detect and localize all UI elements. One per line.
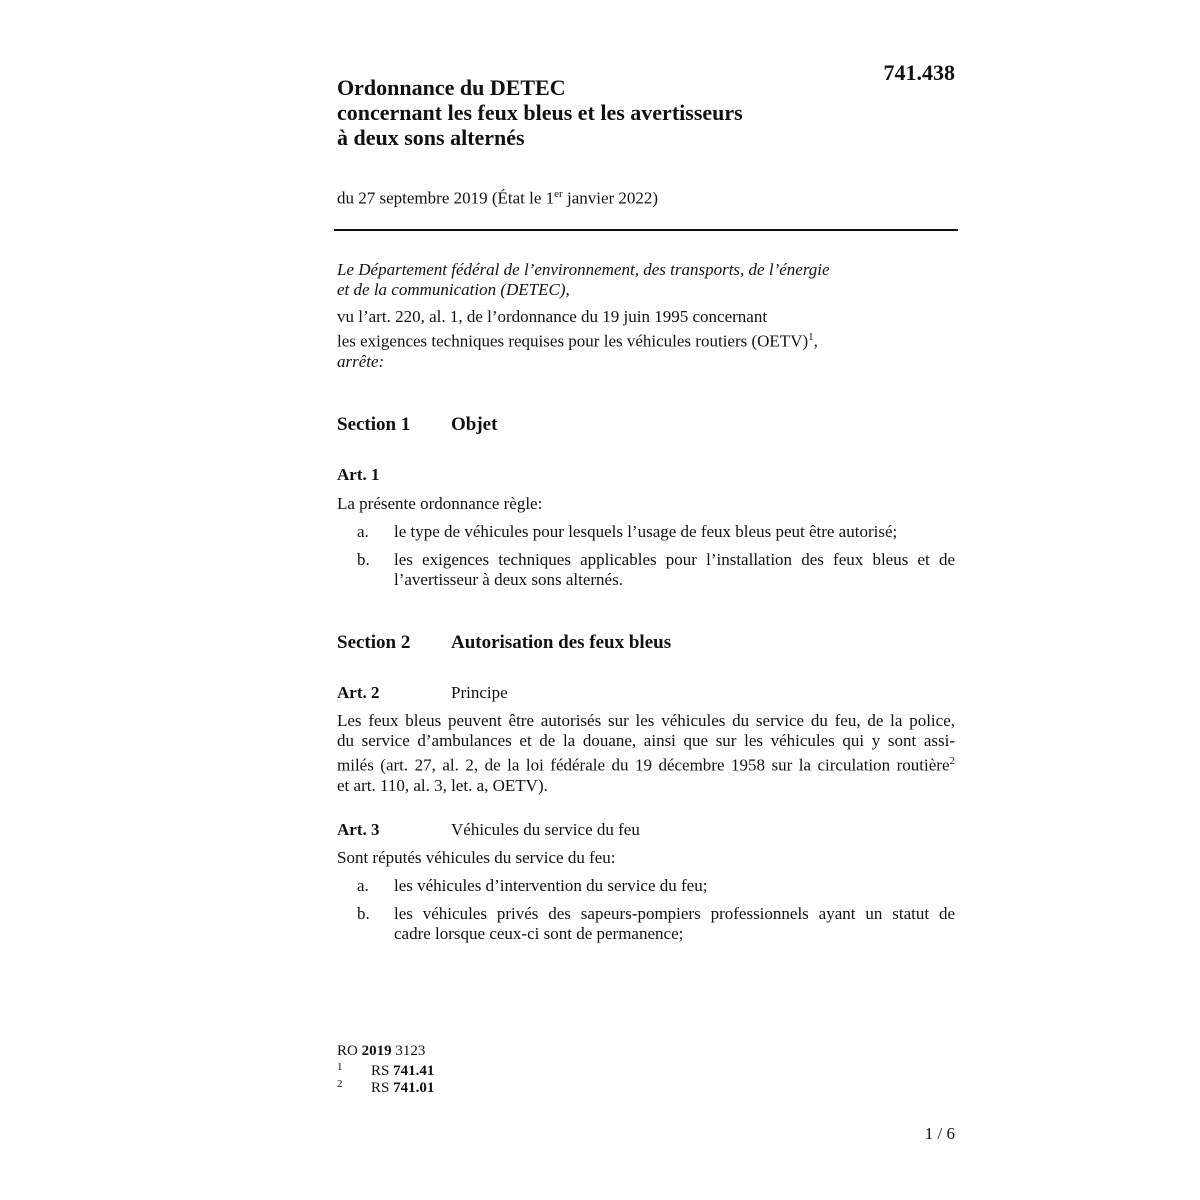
paragraph-line: La présente ordonnance règle: [337, 494, 543, 513]
list-item-text [394, 876, 955, 896]
date-superscript: er [554, 188, 563, 200]
footnote-ref-link[interactable]: 741.01 [393, 1080, 435, 1096]
article-number: Art. 3 [337, 820, 380, 839]
footnote-2 [337, 1080, 434, 1097]
article-number: Art. 1 [337, 465, 380, 484]
footnote-number: 1 [337, 1061, 343, 1073]
section-1-heading [337, 414, 497, 436]
art-2-paragraph [337, 711, 955, 796]
title-line: à deux sons alternés [337, 125, 525, 150]
decree-word: arrête: [337, 352, 385, 371]
list-item-line: l’avertisseur à deux sons alternés. [394, 570, 623, 589]
list-item-line: les véhicules privés des sapeurs-pompiers professionnels ayant un statut de [394, 904, 955, 923]
document-title [337, 75, 857, 150]
list-marker: a. [357, 522, 369, 541]
ro-year: 2019 [361, 1043, 392, 1059]
list-item-line: les exigences techniques applicables pour l’installation des feux bleus et de [394, 550, 955, 569]
official-compilation-ref [337, 1043, 425, 1060]
date-prefix: du 27 septembre 2019 (État le 1 [337, 188, 555, 208]
paragraph-text: milés (art. 27, al. 2, de la loi fédérale du 19 décembre 1958 sur la circulation routière [337, 755, 950, 775]
date-suffix: janvier 2022) [562, 188, 659, 208]
paragraph-line: du service d’ambulances et de la douane, ainsi que sur les véhicules qui y sont assi- [337, 731, 955, 750]
document-date [337, 188, 658, 209]
art-2-heading [337, 683, 508, 703]
section-title: Autorisation des feux bleus [451, 632, 672, 653]
basis-tail: , [813, 331, 818, 351]
ro-prefix: RO [337, 1043, 362, 1059]
art-3-item-b [357, 904, 955, 944]
article-title: Principe [451, 683, 508, 702]
authority-line: Le Département fédéral de l’environnement, des transports, de l’énergie [337, 260, 830, 279]
section-number: Section 2 [337, 632, 411, 653]
list-item-text [394, 522, 955, 542]
title-line: concernant les feux bleus et les avertisseurs [337, 100, 743, 125]
art-1-intro [337, 494, 955, 514]
art-1-heading [337, 465, 451, 485]
basis-text: les exigences techniques requises pour les véhicules routiers (OETV) [337, 331, 809, 351]
footnote-prefix: RS [371, 1063, 394, 1079]
ro-page: 3123 [391, 1043, 426, 1059]
footnote-number: 2 [337, 1078, 343, 1090]
art-3-intro [337, 848, 955, 868]
list-item-text [394, 904, 955, 944]
sr-number: 741.438 [883, 60, 955, 85]
art-1-item-a [357, 522, 955, 542]
art-1-item-b [357, 550, 955, 590]
paragraph-line: Les feux bleus peuvent être autorisés sur les véhicules du service du feu, de la police, [337, 711, 955, 730]
title-line: Ordonnance du DETEC [337, 75, 566, 100]
article-title: Véhicules du service du feu [451, 820, 640, 839]
article-number: Art. 2 [337, 683, 380, 702]
header-rule [334, 229, 958, 231]
footnote-prefix: RS [371, 1080, 394, 1096]
preamble-legal-basis [337, 307, 818, 352]
footnote-ref-2[interactable]: 2 [949, 755, 955, 767]
authority-line: et de la communication (DETEC), [337, 280, 570, 299]
list-item-line: le type de véhicules pour lesquels l’usage de feux bleus peut être autorisé; [394, 522, 898, 541]
list-item-line: les véhicules d’intervention du service du feu; [394, 876, 708, 895]
list-marker: a. [357, 876, 369, 895]
footnote-ref-link[interactable]: 741.41 [393, 1063, 435, 1079]
paragraph-line: Sont réputés véhicules du service du feu: [337, 848, 616, 867]
page-number: 1 / 6 [924, 1124, 955, 1143]
preamble-authority [337, 260, 830, 300]
basis-line [337, 327, 818, 352]
paragraph-line: et art. 110, al. 3, let. a, OETV). [337, 775, 548, 795]
basis-line: vu l’art. 220, al. 1, de l’ordonnance du 19 juin 1995 concernant [337, 307, 768, 326]
section-number: Section 1 [337, 414, 411, 435]
section-2-heading [337, 632, 671, 654]
section-title: Objet [451, 414, 498, 435]
paragraph-line [337, 751, 955, 776]
list-item-text [394, 550, 955, 590]
list-item-line: cadre lorsque ceux-ci sont de permanence; [394, 924, 684, 943]
art-3-heading [337, 820, 640, 840]
list-marker: b. [357, 550, 370, 569]
list-marker: b. [357, 904, 370, 923]
footnote-ref-1[interactable]: 1 [808, 331, 814, 343]
art-3-item-a [357, 876, 955, 896]
